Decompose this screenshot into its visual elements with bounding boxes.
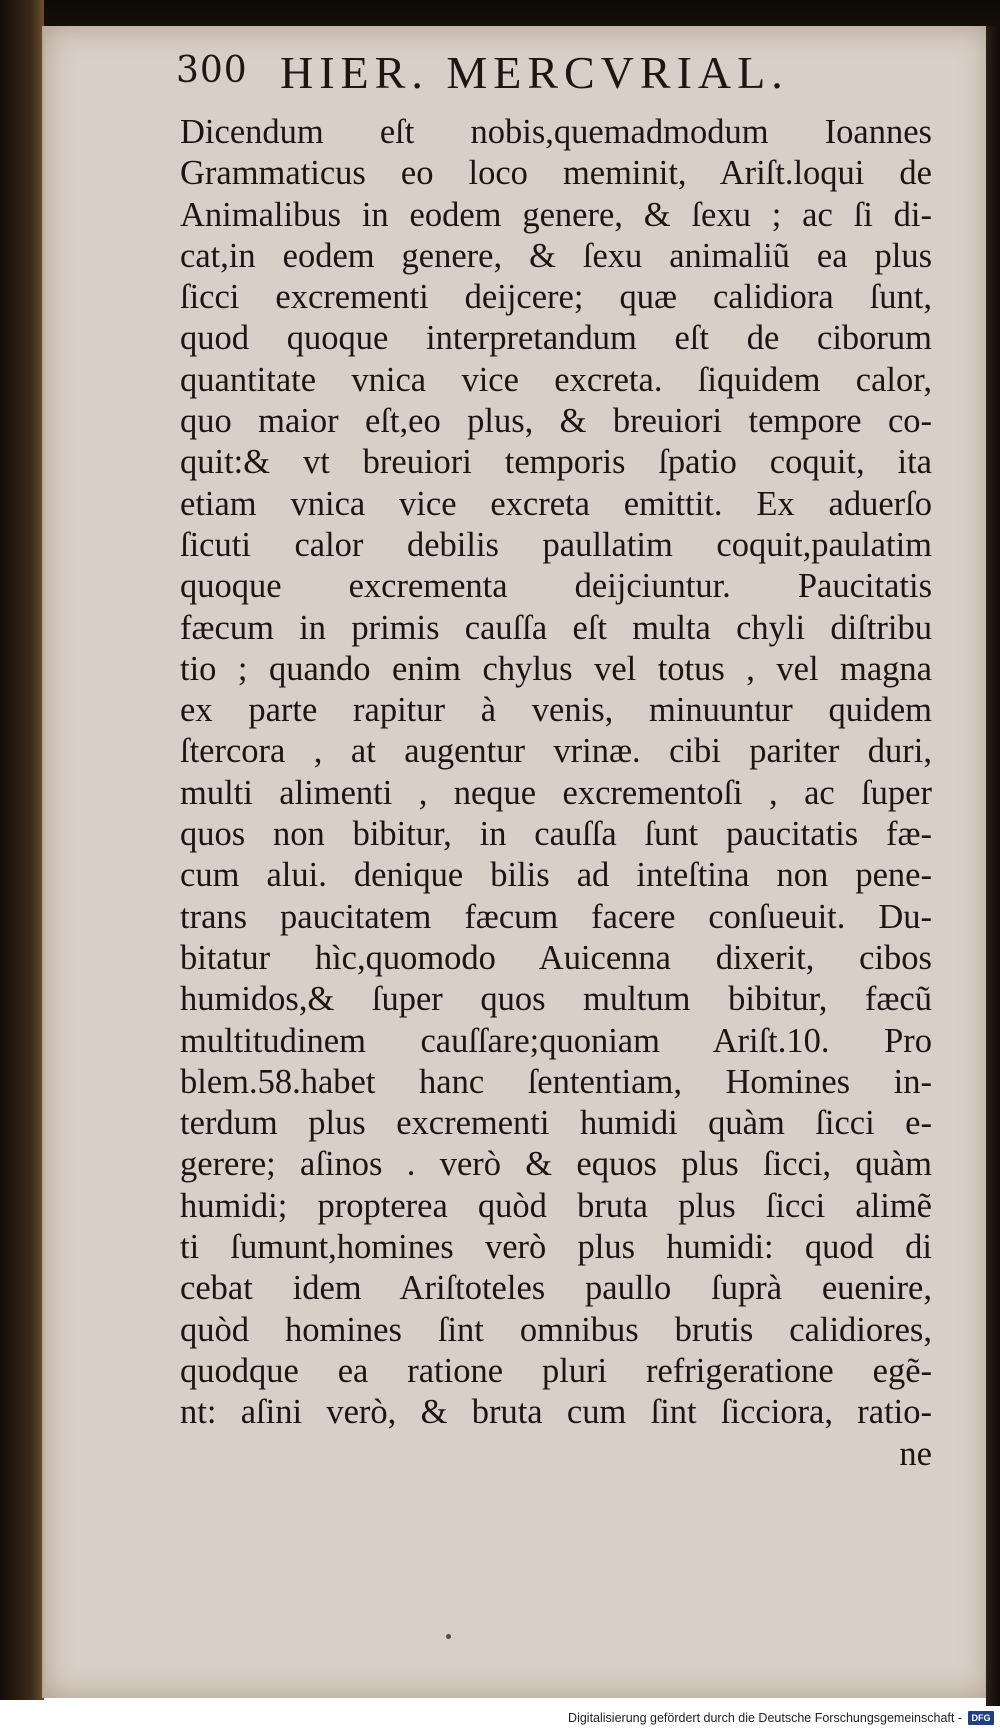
page-header [176,44,936,104]
text-line: humidi; propterea quòd bruta plus ſicci alimẽ [180,1186,932,1225]
text-line: quodque ea ratione pluri refrigeratione egẽ- [180,1351,932,1390]
text-line: quòd homines ſint omnibus brutis calidiores, [180,1310,932,1349]
text-line: Dicendum eſt nobis,quemadmodum Ioannes [180,113,932,151]
text-line: cebat idem Ariſtoteles paullo ſuprà euenire, [180,1269,932,1308]
text-line: bitatur hìc,quomodo Auicenna dixerit, cibos [180,938,932,977]
text-line: cum alui. denique bilis ad inteſtina non pene- [180,856,932,895]
page-number: 300 [176,50,248,91]
text-line: nt: aſini verò, & bruta cum ſint ſicciora, ratio- [180,1393,932,1432]
text-line: ſicuti calor debilis paullatim coquit,paulatim [180,525,932,564]
book-right-edge [986,26,1000,1706]
running-head: HIER. MERCVRIAL. [280,47,789,98]
text-line: ſicci excrementi deijcere; quæ calidiora ſunt, [180,278,932,317]
footer-attribution: Digitalisierung gefördert durch die Deutsche Forschungsgemeinschaft - [568,1711,962,1725]
text-line: multi alimenti , neque excrementoſi , ac ſuper [180,773,932,812]
text-line: blem.58.habet hanc ſententiam, Homines in- [180,1062,932,1101]
text-line: Grammaticus eo loco meminit, Ariſt.loqui de [180,154,932,193]
text-line: tio ; quando enim chylus vel totus , vel magna [180,649,932,688]
text-line: quos non bibitur, in cauſſa ſunt paucitatis fæ- [180,815,932,854]
text-line: ti ſumunt,homines verò plus humidi: quod di [180,1228,932,1267]
text-line: quit:& vt breuiori temporis ſpatio coquit, ita [180,443,932,482]
text-line: etiam vnica vice excreta emittit. Ex aduerſo [180,484,932,523]
text-line: cat,in eodem genere, & ſexu animaliũ ea plus [180,236,932,275]
text-line: quo maior eſt,eo plus, & breuiori tempore co- [180,402,932,441]
text-line: ne [899,1434,932,1473]
book-spine-edge [0,0,44,1700]
text-line: terdum plus excrementi humidi quàm ſicci e- [180,1104,932,1143]
text-line: trans paucitatem fæcum facere conſueuit. Du- [180,897,932,936]
text-line: quantitate vnica vice excreta. ſiquidem calor, [180,360,932,399]
paper-speck [446,1634,451,1639]
dfg-logo: DFG [968,1711,994,1725]
body-text [180,112,932,1475]
text-line: fæcum in primis cauſſa eſt multa chyli diſtribu [180,608,932,647]
text-line: ſtercora , at augentur vrinæ. cibi pariter duri, [180,732,932,771]
text-line: quod quoque interpretandum eſt de ciborum [180,319,932,358]
text-line: ex parte rapitur à venis, minuuntur quidem [180,691,932,730]
text-line: multitudinem cauſſare;quoniam Ariſt.10. Pro [180,1021,932,1060]
text-line: Animalibus in eodem genere, & ſexu ; ac ſi di- [180,195,932,234]
text-line: quoque excrementa deijciuntur. Paucitatis [180,567,932,606]
text-line: humidos,& ſuper quos multum bibitur, fæcũ [180,980,932,1019]
text-line: gerere; aſinos . verò & equos plus ſicci, quàm [180,1145,932,1184]
